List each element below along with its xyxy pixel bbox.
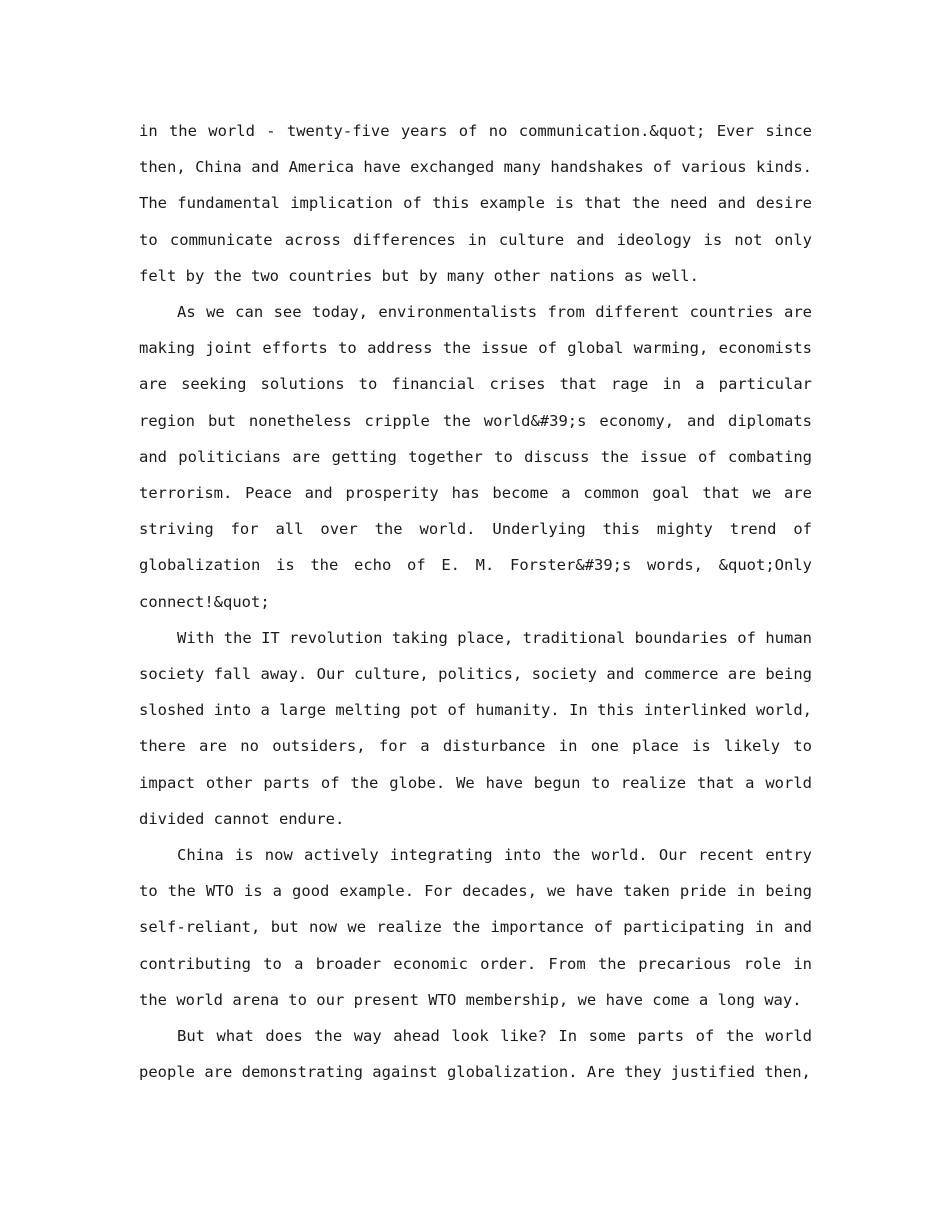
paragraph-4: China is now actively integrating into the world. Our recent entry to the WTO is a good example. For decades, we have taken pride in being self-reliant, but now we realize the importance of participating in and contributing to a broader economic order. From the precarious role in the world arena to our present WTO membership, we have come a long way. [139, 846, 812, 1009]
paragraph-5: But what does the way ahead look like? In some parts of the world people are demonstrating against globalization. Are they justified then, [139, 1027, 812, 1082]
paragraph-3: With the IT revolution taking place, traditional boundaries of human society fall away. Our culture, politics, society and commerce are being sloshed into a large melting pot of humanity. In this interlinked world, there are no outsiders, for a disturbance in one place is likely to impact other parts of the globe. We have begun to realize that a world divided cannot endure. [139, 628, 812, 828]
body-text [139, 113, 812, 1090]
paragraph-1: in the world - twenty-five years of no communication.&quot; Ever since then, China and America have exchanged many handshakes of various kinds. The fundamental implication of this example is that the need and desire to communicate across differences in culture and ideology is not only felt by the two countries but by many other nations as well. [139, 122, 812, 285]
paragraph-2: As we can see today, environmentalists from different countries are making joint efforts to address the issue of global warming, economists are seeking solutions to financial crises that rage in a particular region but nonetheless cripple the world&#39;s economy, and diplomats and politicians are getting together to discuss the issue of combating terrorism. Peace and prosperity has become a common goal that we are striving for all over the world. Underlying this mighty trend of globalization is the echo of E. M. Forster&#39;s words, &quot;Only connect!&quot; [139, 303, 812, 611]
